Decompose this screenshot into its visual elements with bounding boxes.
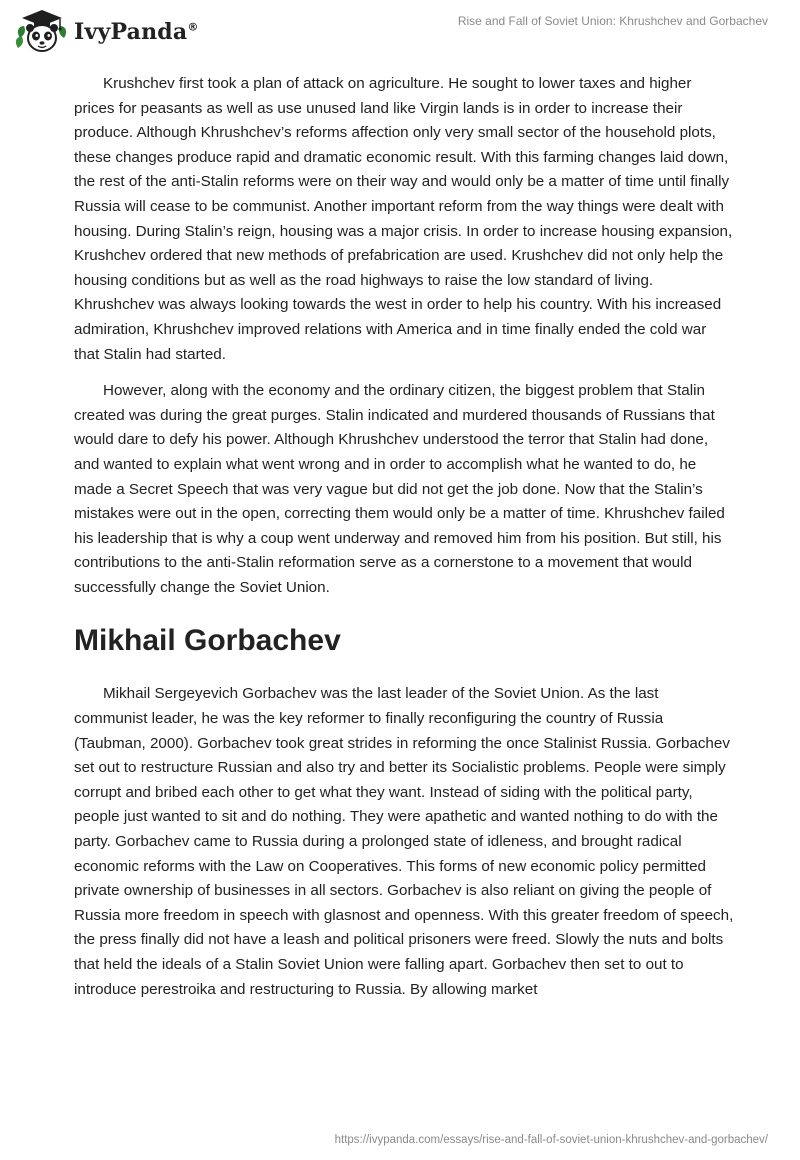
panda-graduation-icon: [14, 8, 70, 56]
source-url[interactable]: https://ivypanda.com/essays/rise-and-fall-of-soviet-union-khrushchev-and-gorbachev/: [334, 1134, 768, 1146]
ivypanda-logo[interactable]: [14, 8, 199, 56]
paragraph-khrushchev-reforms: Krushchev first took a plan of attack on agriculture. He sought to lower taxes and higher prices for peasants as well as use unused land like Virgin lands is in order to increase their produce. Although Khrushchev’s reforms affection only very small sector of the household plots, these changes produce rapid and dramatic economic result. With this farming changes laid down, the rest of the anti-Stalin reforms were on their way and would only be a matter of time until finally Russia will cease to be communist. Another important reform from the way things were dealt with housing. During Stalin’s reign, housing was a major crisis. In order to increase housing expansion, Krushchev ordered that new methods of prefabrication are used. Krushchev did not only help the housing conditions but as well as the road highways to raise the low standard of living. Khrushchev was always looking towards the west in order to help his country. With his increased admiration, Khrushchev improved relations with America and in time finally ended the cold war that Stalin had started.: [74, 75, 733, 363]
essay-content: [74, 72, 734, 1002]
page-header: [0, 0, 800, 60]
document-title: Rise and Fall of Soviet Union: Khrushchev and Gorbachev: [457, 14, 768, 28]
paragraph-khrushchev-purges: However, along with the economy and the ordinary citizen, the biggest problem that Stalin created was during the great purges. Stalin indicated and murdered thousands of Russians that would dare to defy his power. Although Khrushchev understood the terror that Stalin had done, and wanted to explain what went wrong and in order to accomplish what he wanted to do, he made a Secret Speech that was very vague but did not get the job done. Now that the Stalin’s mistakes were out in the open, correcting them would only be a matter of time. Khrushchev failed his leadership that is why a coup went underway and removed him from his position. But still, his contributions to the anti-Stalin reformation serve as a cornerstone to a movement that would successfully change the Soviet Union.: [74, 382, 725, 596]
registered-mark: ®: [187, 20, 199, 34]
paragraph-gorbachev: Mikhail Sergeyevich Gorbachev was the last leader of the Soviet Union. As the last communist leader, he was the key reformer to finally reconfiguring the country of Russia (Taubman, 2000). Gorbachev took great strides in reforming the once Stalinist Russia. Gorbachev set out to restructure Russian and also try and better its Socialistic problems. People were simply corrupt and bribed each other to get what they want. Instead of siding with the political party, people just wanted to sit and do nothing. They were apathetic and wanted nothing to do with the party. Gorbachev came to Russia during a prolonged state of idleness, and brought radical economic reforms with the Law on Cooperatives. This forms of new economic policy permitted private ownership of businesses in all sectors. Gorbachev is also reliant on giving the people of Russia more freedom in speech with glasnost and openness. With this greater freedom of speech, the press finally did not have a leash and political prisoners were freed. Slowly the nuts and bolts that held the ideals of a Stalin Soviet Union were falling apart. Gorbachev then set to out to introduce perestroika and restructuring to Russia. By allowing market: [74, 685, 734, 998]
section-heading-gorbachev: Mikhail Gorbachev: [74, 624, 341, 658]
brand-name: IvyPanda®: [74, 19, 199, 45]
